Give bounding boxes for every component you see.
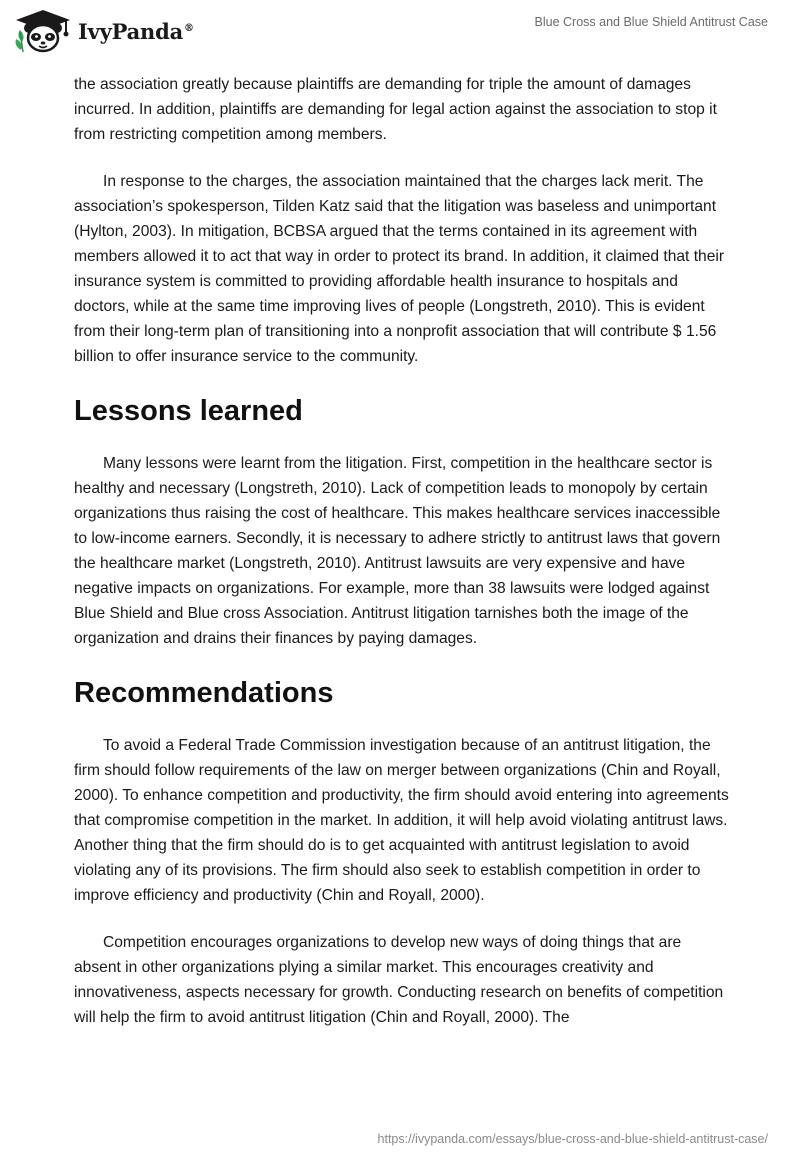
paragraph-recommendations: To avoid a Federal Trade Commission investigation because of an antitrust litigation, the firm should follow requirements of the law on merger between organizations (Chin and Royall, 2000). To enhance competition and productivity, the firm should avoid entering into agreements that compromise competition in the market. In addition, it will help avoid violating antitrust laws. Another thing that the firm should do is to get acquainted with antitrust legislation to avoid violating any of its provisions. The firm should also seek to establish competition in order to improve efficiency and productivity (Chin and Royall, 2000). (74, 737, 729, 904)
paragraph-response: In response to the charges, the association maintained that the charges lack merit. The association’s spokesperson, Tilden Katz said that the litigation was baseless and unimportant (Hylton, 2003). In mitigation, BCBSA argued that the terms contained in its agreement with members allowed it to act that way in order to protect its brand. In addition, it claimed that their insurance system is committed to providing affordable health insurance to hospitals and doctors, while at the same time improving lives of people (Longstreth, 2010). This is evident from their long-term plan of transitioning into a nonprofit association that will contribute $ 1.56 billion to offer insurance service to the community. (74, 173, 725, 365)
heading-recommendations: Recommendations (74, 677, 334, 709)
source-url-link[interactable]: https://ivypanda.com/essays/blue-cross-and-blue-shield-antitrust-case/ (377, 1132, 768, 1146)
page-header (0, 0, 800, 64)
paragraph-lessons: Many lessons were learnt from the litigation. First, competition in the healthcare sector is healthy and necessary (Longstreth, 2010). Lack of competition leads to monopoly by certain organizations thus raising the cost of healthcare. This makes healthcare services inaccessible to low-income earners. Secondly, it is necessary to adhere strictly to antitrust laws that govern the healthcare market (Longstreth, 2010). Antitrust lawsuits are very expensive and have negative impacts on organizations. For example, more than 38 lawsuits were lodged against Blue Shield and Blue cross Association. Antitrust litigation tarnishes both the image of the organization and drains their finances by paying damages. (74, 455, 721, 647)
paragraph-competition: Competition encourages organizations to develop new ways of doing things that are absent in other organizations plying a similar market. This encourages creativity and innovativeness, aspects necessary for growth. Conducting research on benefits of competition will help the firm to avoid antitrust litigation (Chin and Royall, 2000). The (74, 934, 724, 1026)
panda-graduate-icon (14, 8, 72, 54)
heading-lessons-learned: Lessons learned (74, 395, 303, 427)
registered-mark: ® (184, 22, 194, 34)
paragraph-continued: the association greatly because plaintiffs are demanding for triple the amount of damages incurred. In addition, plaintiffs are demanding for legal action against the association to stop it from restricting competition among members. (74, 76, 717, 143)
ivypanda-logo[interactable] (14, 8, 194, 54)
document-title: Blue Cross and Blue Shield Antitrust Case (534, 15, 768, 29)
brand-text: IvyPanda (78, 18, 184, 44)
brand-name (78, 19, 194, 44)
essay-body (74, 72, 730, 1052)
